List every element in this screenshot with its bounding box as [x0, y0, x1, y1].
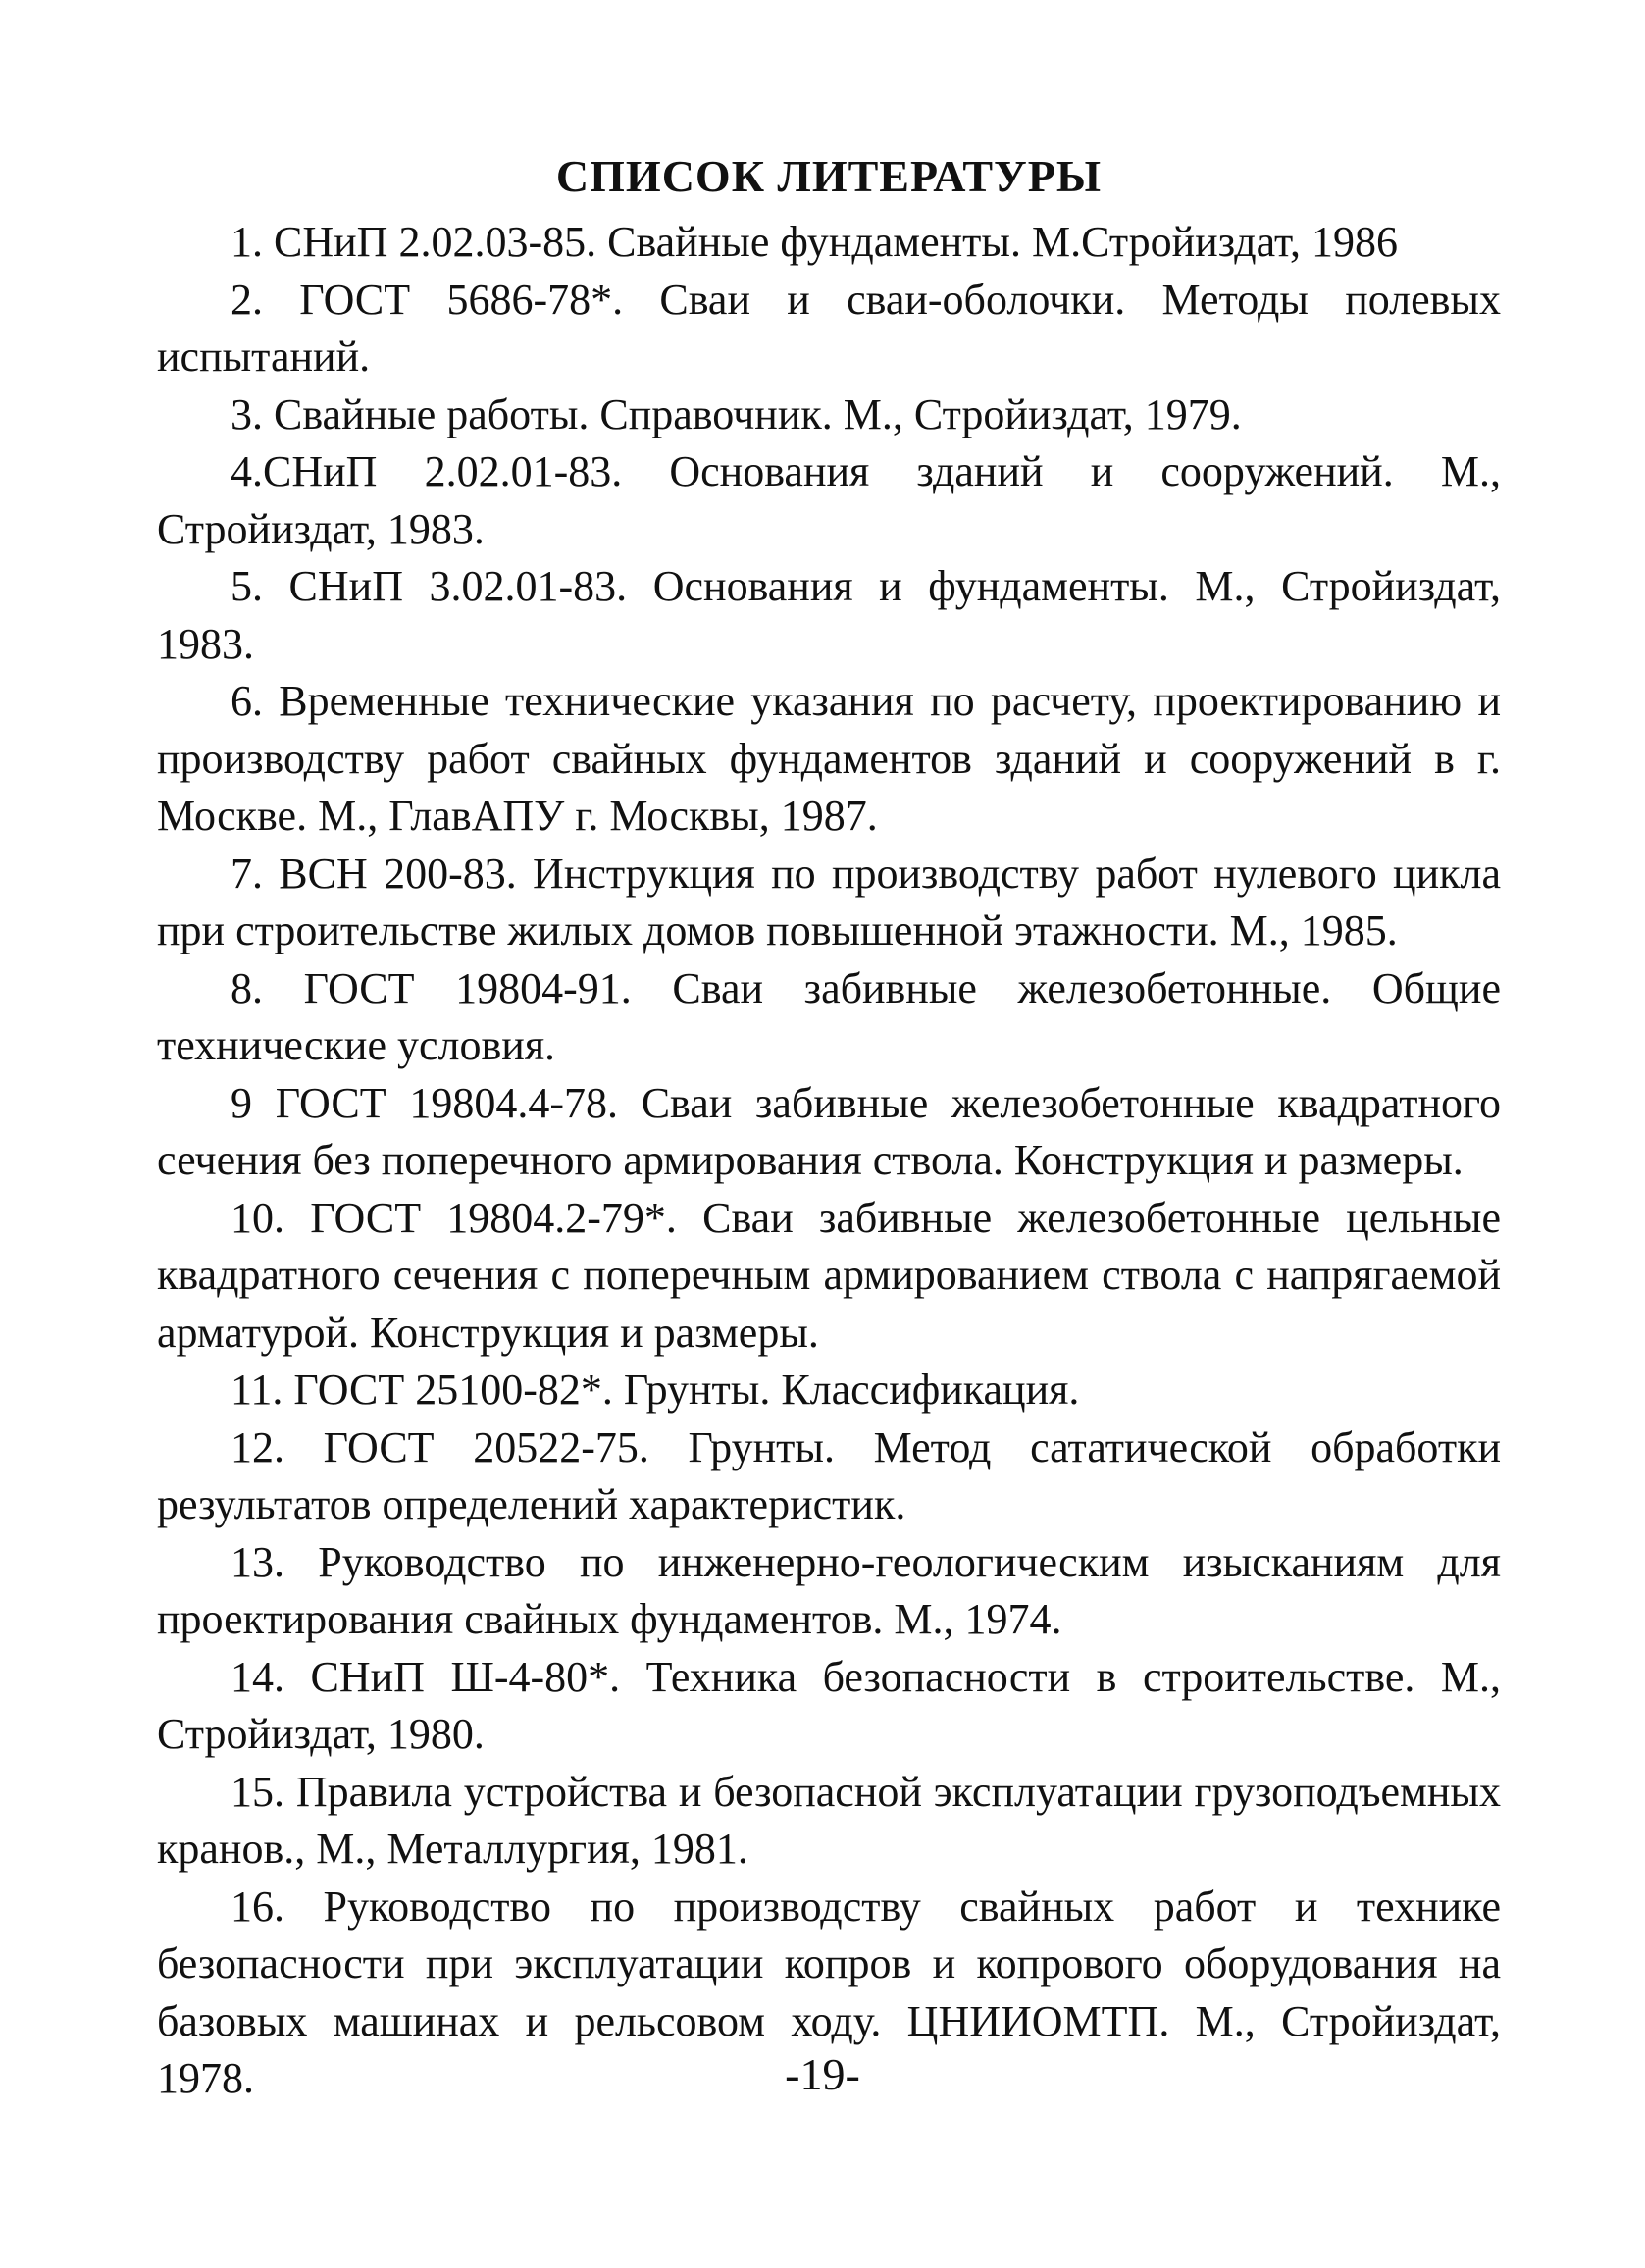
- reference-entry-16: 16. Руководство по производству свайных работ и технике безопасности при эксплуатации копров и копрового оборудования на базовых машинах и рельсовом ходу. ЦНИИОМТП. М., Стройиздат, 1978.: [157, 1881, 1501, 2102]
- reference-entry-10: 10. ГОСТ 19804.2-79*. Сваи забивные железобетонные цельные квадратного сечения с поперечным армированием ствола с напрягаемой арматурой. Конструкция и размеры.: [157, 1193, 1501, 1357]
- reference-entry-5: 5. СНиП 3.02.01-83. Основания и фундаменты. М., Стройиздат, 1983.: [157, 562, 1501, 668]
- reference-entry-1: 1. СНиП 2.02.03-85. Свайные фундаменты. М.Стройиздат, 1986: [231, 218, 1398, 266]
- page-title: СПИСОК ЛИТЕРАТУРЫ: [555, 151, 1103, 201]
- reference-entry-9: 9 ГОСТ 19804.4-78. Сваи забивные железобетонные квадратного сечения без поперечного армирования ствола. Конструкция и размеры.: [157, 1078, 1501, 1184]
- reference-entry-15: 15. Правила устройства и безопасной эксплуатации грузоподъемных кранов., М., Металлургия, 1981.: [157, 1767, 1501, 1873]
- reference-entry-13: 13. Руководство по инженерно-геологическим изысканиям для проектирования свайных фундаментов. М., 1974.: [157, 1537, 1501, 1643]
- reference-entry-12: 12. ГОСТ 20522-75. Грунты. Метод сататической обработки результатов определений характеристик.: [157, 1422, 1501, 1528]
- page-number: -19-: [785, 2049, 860, 2099]
- reference-entry-7: 7. ВСН 200-83. Инструкция по производству работ нулевого цикла при строительстве жилых домов повышенной этажности. М., 1985.: [157, 849, 1501, 954]
- reference-entry-4: 4.СНиП 2.02.01-83. Основания зданий и сооружений. М., Стройиздат, 1983.: [157, 447, 1501, 553]
- reference-entry-14: 14. СНиП Ш-4-80*. Техника безопасности в строительстве. М., Стройиздат, 1980.: [157, 1652, 1501, 1758]
- reference-entry-3: 3. Свайные работы. Справочник. М., Стройиздат, 1979.: [231, 389, 1242, 438]
- reference-entry-2: 2. ГОСТ 5686-78*. Сваи и сваи-оболочки. Методы полевых испытаний.: [157, 275, 1501, 381]
- reference-entry-8: 8. ГОСТ 19804-91. Сваи забивные железобетонные. Общие технические условия.: [157, 963, 1501, 1069]
- document-page: [157, 147, 1501, 2108]
- reference-entry-11: 11. ГОСТ 25100-82*. Грунты. Классификация.: [231, 1366, 1080, 1414]
- reference-entry-6: 6. Временные технические указания по расчету, проектированию и производству работ свайных фундаментов зданий и сооружений в г. Москве. М., ГлавАПУ г. Москвы, 1987.: [157, 677, 1501, 840]
